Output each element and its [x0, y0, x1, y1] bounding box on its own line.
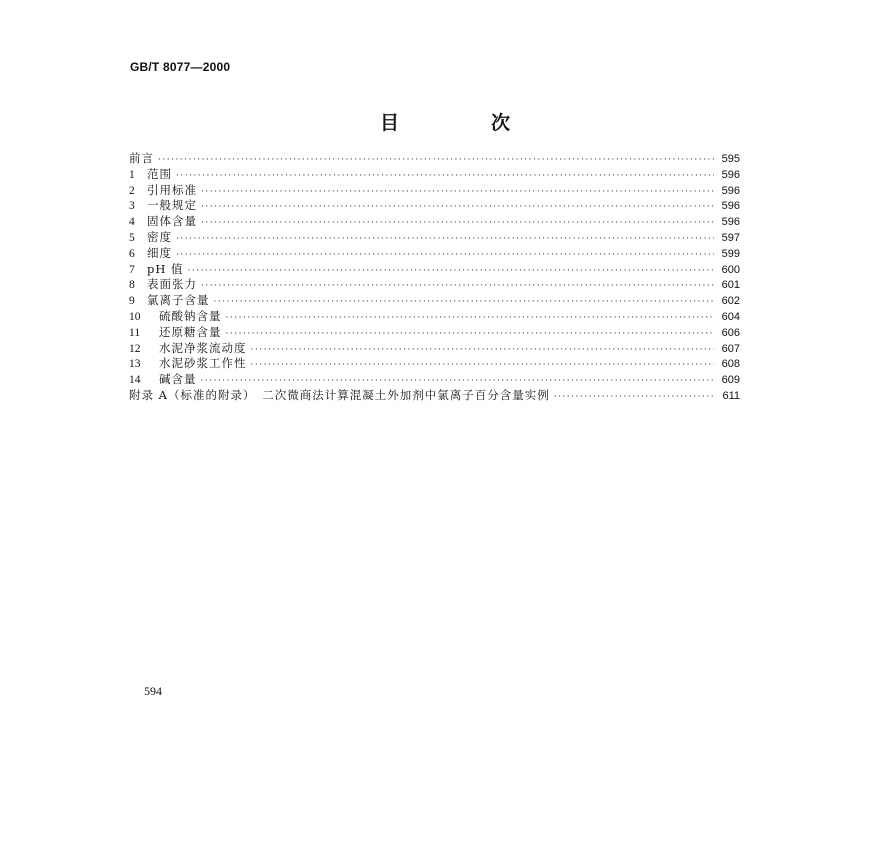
toc-entry-label: 水泥砂浆工作性: [159, 356, 247, 371]
toc-entry-number: 10: [129, 310, 141, 323]
toc-leader-dots: [201, 185, 714, 201]
toc-leader-dots: [188, 264, 714, 280]
toc-leader-dots: [201, 216, 714, 232]
toc-entry-number: 3: [129, 200, 135, 213]
toc-entry-label: 细度: [147, 245, 172, 260]
toc-entry-page: 601: [721, 279, 740, 292]
toc-entry-foreword[interactable]: [129, 151, 740, 167]
toc-entry-number: 5: [129, 231, 135, 244]
toc-entry-page: 596: [721, 200, 740, 213]
toc-entry-label: 氯离子含量: [147, 293, 210, 308]
page-number: 594: [144, 684, 162, 698]
toc-entry-label: 引用标准: [147, 182, 197, 197]
toc-entry-11[interactable]: [129, 325, 740, 341]
toc-entry-number: 9: [129, 295, 135, 308]
toc-title: [380, 108, 510, 135]
toc-entry-number: 4: [129, 216, 135, 229]
toc-entry-label: 附录 A（标准的附录） 二次微商法计算混凝土外加剂中氯离子百分含量实例: [129, 387, 550, 402]
toc-entry-number: 12: [129, 342, 141, 355]
toc-entry-12[interactable]: [129, 341, 740, 357]
toc-entry-page: 597: [721, 231, 740, 244]
toc-entry-appendix-a[interactable]: [129, 388, 740, 404]
toc-leader-dots: [214, 295, 715, 311]
toc-leader-dots: [251, 358, 715, 374]
toc-leader-dots: [158, 153, 714, 169]
toc-leader-dots: [251, 343, 715, 359]
toc-entry-label: 水泥净浆流动度: [159, 340, 247, 355]
toc-entry-page: 606: [721, 326, 740, 339]
toc-entry-page: 609: [721, 374, 740, 387]
toc-entry-2[interactable]: [129, 183, 740, 199]
toc-title-char-2: 次: [490, 112, 510, 134]
toc-leader-dots: [176, 248, 714, 264]
toc-leader-dots: [226, 327, 715, 343]
toc-entry-page: 602: [721, 295, 740, 308]
toc-entry-label: 碱含量: [159, 372, 197, 387]
toc-entry-page: 607: [721, 342, 740, 355]
toc-entry-page: 611: [722, 389, 740, 402]
toc-entry-14[interactable]: [129, 372, 740, 388]
toc-entry-number: 7: [129, 263, 135, 276]
toc-entry-page: 600: [721, 263, 740, 276]
toc-entry-label: 前言: [129, 151, 154, 165]
toc-entry-number: 8: [129, 279, 135, 292]
toc-entry-5[interactable]: [129, 230, 740, 246]
toc-entry-8[interactable]: [129, 277, 740, 293]
toc-entry-label: 固体含量: [147, 214, 197, 229]
toc-entry-10[interactable]: [129, 309, 740, 325]
toc-entry-label: 范围: [147, 166, 172, 181]
toc-entry-label: 表面张力: [147, 277, 197, 292]
toc-entry-6[interactable]: [129, 246, 740, 262]
toc-leader-dots: [226, 311, 715, 327]
toc-entry-number: 2: [129, 184, 135, 197]
toc-entry-label: pH 值: [147, 261, 184, 276]
toc-entry-page: 596: [721, 184, 740, 197]
toc-entry-page: 608: [721, 358, 740, 371]
table-of-contents: [129, 151, 740, 404]
toc-entry-label: 一般规定: [147, 198, 197, 213]
toc-entry-7[interactable]: [129, 262, 740, 278]
toc-entry-number: 13: [129, 358, 141, 371]
toc-leader-dots: [176, 169, 714, 185]
toc-entry-13[interactable]: [129, 356, 740, 372]
toc-entry-label: 密度: [147, 229, 172, 244]
toc-entry-number: 11: [129, 326, 141, 339]
toc-title-char-1: 目: [380, 112, 400, 134]
toc-entry-1[interactable]: [129, 167, 740, 183]
toc-leader-dots: [201, 200, 714, 216]
toc-entry-page: 604: [721, 310, 740, 323]
toc-entry-number: 6: [129, 247, 135, 260]
toc-leader-dots: [201, 279, 714, 295]
toc-entry-4[interactable]: [129, 214, 740, 230]
toc-entry-page: 595: [721, 153, 740, 165]
toc-entry-3[interactable]: [129, 198, 740, 214]
toc-entry-number: 1: [129, 168, 135, 181]
toc-entry-page: 596: [721, 168, 740, 181]
standard-code: GB/T 8077—2000: [130, 60, 231, 74]
toc-leader-dots: [554, 390, 714, 406]
toc-entry-label: 硫酸钠含量: [159, 308, 222, 323]
toc-entry-page: 599: [721, 247, 740, 260]
toc-leader-dots: [176, 232, 714, 248]
toc-entry-label: 还原糖含量: [159, 324, 222, 339]
toc-entry-9[interactable]: [129, 293, 740, 309]
toc-entry-number: 14: [129, 374, 141, 387]
toc-entry-page: 596: [721, 216, 740, 229]
